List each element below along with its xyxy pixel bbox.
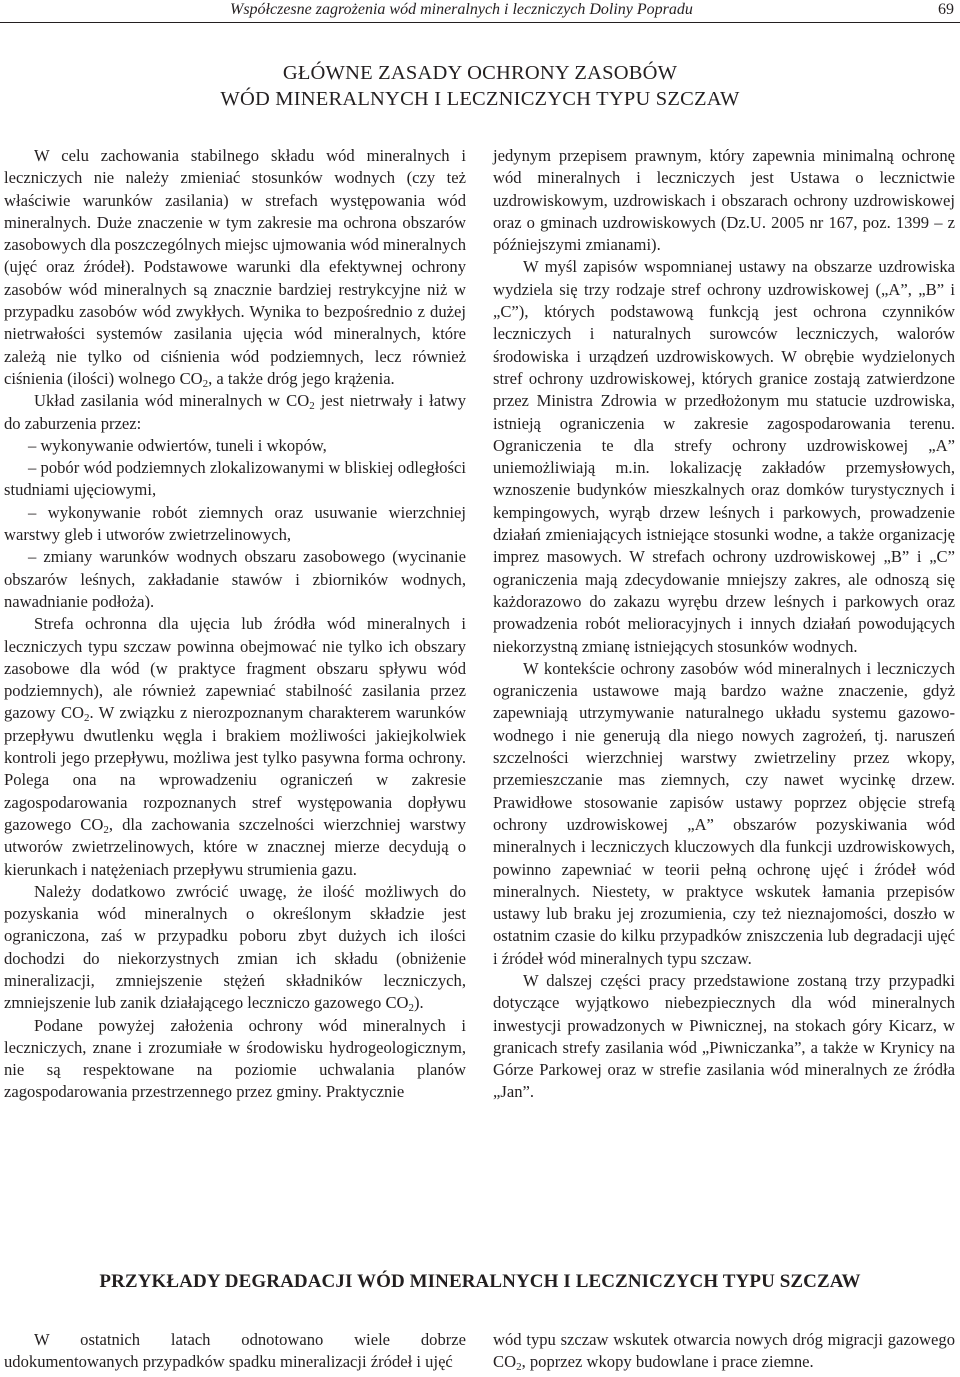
paragraph: W ostatnich latach odnotowano wiele dobrze udokumentowanych przypadków spadku mineralizacji źródeł i ujęć — [4, 1330, 466, 1372]
paragraph: jedynym przepisem prawnym, który zapewnia minimalną ochronę wód mineralnych i leczniczych jest Ustawa o lecznictwie uzdrowiskowym, uzdrowiskach i obszarach ochrony uzdrowiskowej oraz o gminach uzdrowiskowych (Dz.U. 2005 nr 167, poz. 1399 – z późniejszymi zmianami). — [493, 146, 955, 255]
paragraph: Podane powyżej założenia ochrony wód mineralnych i leczniczych, znane i zrozumiałe w środowisku hydrogeologicznym, nie są respektowane na poziomie uchwalania planów zagospodarowania przestrzennego przez gminy. Praktycznie — [4, 1015, 466, 1102]
bottom-left-column — [4, 1329, 466, 1374]
left-column — [4, 145, 466, 1104]
subscript: 2 — [202, 377, 209, 390]
right-column — [493, 145, 955, 1104]
title-line-2: WÓD MINERALNYCH I LECZNICZYCH TYPU SZCZAW — [220, 88, 740, 110]
list-item: – pobór wód podziemnych zlokalizowanymi w bliskiej odległości studniami ujęciowymi, — [4, 458, 466, 500]
text-run: . W związku z nierozpoznanym charakterem warunków przepływu dwutlenku węgla i brakiem możliwości jakiejkolwiek kontroli jego przepływu, możliwa jest tylko pasywna forma ochrony. Polega ona na wprowadzeniu ograniczeń w zakresie zagospodarowania rozpoznanych stref występowania dopływu gazowego CO — [4, 703, 466, 834]
running-header — [0, 0, 960, 23]
bottom-right-column — [493, 1329, 955, 1374]
paragraph: W myśl zapisów wspomnianej ustawy na obszarze uzdrowiska wydziela się trzy rodzaje stref ochrony uzdrowiskowej („A”, „B” i „C”), których podstawową funkcją jest ochrona czynników leczniczych i naturalnych surowców leczniczych, walorów środowiska i urządzeń uzdrowiskowych. W obrębie wydzielonych stref ochrony uzdrowiskowej, których granice zostają zatwierdzone przez Ministra Zdrowia w przedłożonym mu statucie uzdrowiska, istnieją ograniczenia w zakresie zagospodarowania terenu. Ograniczenia te dla strefy ochrony uzdrowiskowej „A” uniemożliwiają m.in. lokalizację zakładów przemysłowych, wznoszenie budynków mieszkalnych oraz domków turystycznych i kempingowych, wyrąb drzew leśnych i parkowych, prowadzenie działań zmieniających istniejące stosunki wodne, a także organizację imprez masowych. W strefach ochrony uzdrowiskowej „B” i „C” ograniczenia mają zdecydowanie mniejszy zakres, ale odnoszą się każdorazowo do zakazu wyrębu drzew leśnych i parkowych oraz prowadzenia robót melioracyjnych i innych działań powodujących niekorzystną zmianę istniejących stosunków wodnych. — [493, 257, 955, 656]
text-run: jest nietrwały i łatwy do zaburzenia przez: — [4, 391, 467, 433]
paragraph — [4, 881, 466, 1015]
text-run: wód typu szczaw wskutek otwarcia nowych dróg migracji gazowego CO — [493, 1330, 955, 1372]
list-item: – zmiany warunków wodnych obszaru zasobowego (wycinanie obszarów leśnych, zakładanie stawów i zbiorników wodnych, nawadnianie podłoża). — [4, 547, 466, 611]
paragraph: W dalszej części pracy przedstawione zostaną trzy przypadki dotyczące wyjątkowo niebezpiecznych dla wód mineralnych inwestycji prowadzonych w Piwnicznej, na stokach góry Kicarz, w granicach strefy zasilania wód „Piwniczanka”, a także w Krynicy na Górze Parkowej oraz w strefie zasilania wód mineralnych ze źródła „Jan”. — [493, 970, 955, 1102]
text-run: W celu zachowania stabilnego składu wód mineralnych i leczniczych nie należy zmieniać stosunków wodnych (czy też właściwie warunków zasilania) w strefach występowania wód mineralnych. Duże znaczenie w tym zakresie ma ochrona obszarów zasobowych dla poszczególnych miejsc ujmowania wód mineralnych (ujęć oraz źródeł). Podstawowe warunki dla efektywnej ochrony zasobów wód mineralnych są znacznie bardziej restrykcyjne niż w przypadku zasobów wód zwykłych. Wynika to bezpośrednio z dużej nietrwałości systemów zasilania ujęcia wód mineralnych, które zależą nie tylko od ciśnienia wód podziemnych, lecz również ciśnienia (ilości) wolnego CO — [4, 146, 466, 388]
subscript: 2 — [309, 400, 315, 413]
paragraph — [4, 613, 466, 881]
subscript: 2 — [516, 1361, 522, 1374]
text-run: , a także dróg jego krążenia. — [208, 368, 395, 388]
section-title: PRZYKŁADY DEGRADACJI WÓD MINERALNYCH I LECZNICZYCH TYPU SZCZAW — [99, 1271, 861, 1292]
paragraph — [493, 1329, 955, 1374]
paragraph — [4, 145, 466, 390]
text-run: ). — [414, 993, 424, 1013]
list-item: – wykonywanie odwiertów, tuneli i wkopów, — [28, 435, 327, 455]
subscript: 2 — [103, 823, 109, 836]
text-run: Układ zasilania wód mineralnych w CO — [34, 391, 310, 411]
subscript: 2 — [408, 1002, 415, 1015]
paragraph — [4, 390, 466, 435]
text-run: , dla zachowania szczelności wierzchniej warstwy utworów zwietrzelinowych, które w znacznej mierze decydują o kierunkach i natężeniach przepływu strumienia gazu. — [4, 814, 466, 879]
title-line-1: GŁÓWNE ZASADY OCHRONY ZASOBÓW — [282, 62, 678, 84]
article-title — [0, 60, 960, 112]
running-title: Współczesne zagrożenia wód mineralnych i leczniczych Doliny Popradu — [230, 1, 693, 18]
text-run: Strefa ochronna dla ujęcia lub źródła wód mineralnych i leczniczych typu szczaw powinna obejmować nie tylko ich obszary zasobowe dla wód (w praktyce fragment obszaru spływu wód podziemnych), ale również zapewniać stabilność zasilania przez gazowy CO — [4, 614, 466, 723]
text-run: Należy dodatkowo zwrócić uwagę, że ilość możliwych do pozyskania wód mineralnych o określonym składzie jest ograniczona, zaś w przypadku poboru zbyt dużych ich ilości dochodzi do niekorzystnych zmian ich składu (obniżenie mineralizacji, zmniejszenie stężeń składników leczniczych, zmniejszenie lub zanik działającego leczniczo gazowego CO — [4, 881, 466, 1013]
text-run: , poprzez wkopy budowlane i prace ziemne. — [521, 1352, 814, 1372]
paragraph: W kontekście ochrony zasobów wód mineralnych i leczniczych ograniczenia ustawowe mają bardzo ważne znaczenie, gdyż zapewniają utrzymywanie naturalnego układu systemu gazowo-wodnego i nie generują dla niego nowych zagrożeń, tj. naruszeń szczelności wierzchniej warstwy zwietrzeliny przez wkopy, przemieszczanie mas ziemnych, czy nawet wycinkę drzew. Prawidłowe stosowanie zapisów ustawy poprzez objęcie strefą ochrony uzdrowiskowej „A” obszarów pozyskiwania wód mineralnych i leczniczych kluczowych dla funkcji uzdrowiskowych, powinno zapewniać w teorii pełną ochronę ujęć i źródeł wód mineralnych. Niestety, w praktyce wskutek łamania przepisów ustawy lub braku jej zrozumienia, czy też nieznajomości, doszło w ostatnim czasie do kilku przypadków zniszczenia lub degradacji ujęć i źródeł wód mineralnych typu szczaw. — [493, 658, 955, 968]
list-item: – wykonywanie robót ziemnych oraz usuwanie wierzchniej warstwy gleb i utworów zwietrzelinowych, — [4, 502, 466, 545]
page-number: 69 — [938, 1, 954, 18]
subscript: 2 — [84, 712, 90, 725]
